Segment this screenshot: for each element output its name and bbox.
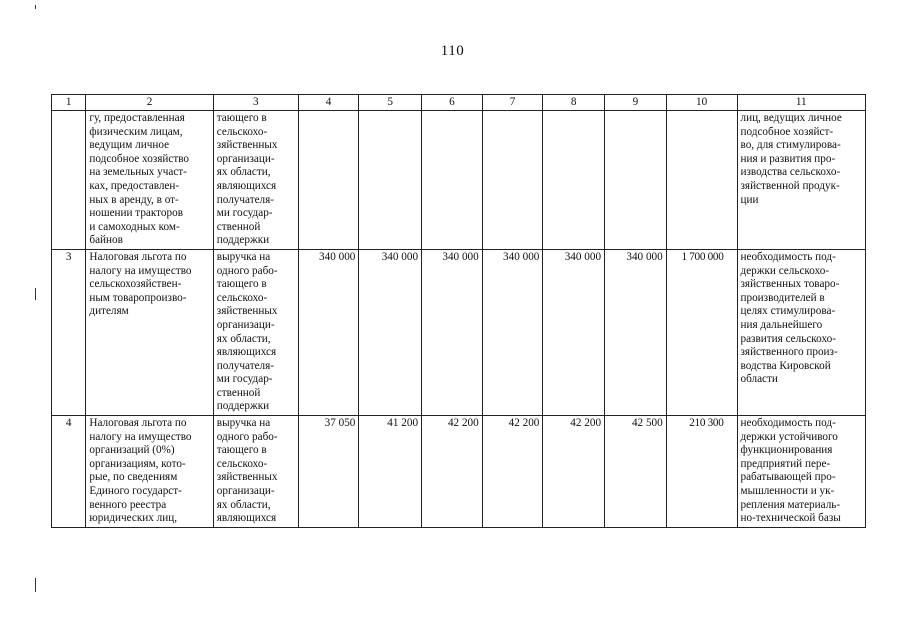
table-row bbox=[52, 111, 866, 250]
goal-text: необходимость под- держки сельскохо- зяйственных товаро- производителей в целях стимулирова- ния дальнейшего развития сельскохо- зяйственного произ- водства Кировской области bbox=[740, 250, 840, 386]
row-number: 3 bbox=[52, 249, 86, 415]
value-cell-col-10: 210 300 bbox=[666, 416, 737, 528]
row-number: 4 bbox=[52, 416, 86, 528]
value-cell-col-6: 42 200 bbox=[422, 416, 483, 528]
indicator-cell bbox=[213, 249, 298, 415]
goal-cell bbox=[737, 111, 866, 250]
value-cell-col-8: 42 200 bbox=[543, 416, 605, 528]
header-col-4: 4 bbox=[298, 95, 359, 111]
header-row bbox=[52, 95, 866, 111]
indicator-text: выручка на одного рабо- тающего в сельскохо- зяйственных организаци- ях области, являющихся bbox=[216, 417, 278, 525]
value-cell-col-10 bbox=[666, 111, 737, 250]
header-col-7: 7 bbox=[482, 95, 543, 111]
indicator-text: тающего в сельскохо- зяйственных организаци- ях области, являющихся получателя- ми государ- ственной поддержки bbox=[216, 112, 278, 247]
benefit-name-cell bbox=[86, 249, 213, 415]
value-cell-col-9: 42 500 bbox=[605, 416, 667, 528]
value-cell-col-7 bbox=[482, 111, 543, 250]
value-cell-col-10: 1 700 000 bbox=[666, 249, 737, 415]
value-cell-col-5 bbox=[359, 111, 422, 250]
header-col-1: 1 bbox=[52, 95, 86, 111]
header-col-11: 11 bbox=[737, 95, 866, 111]
value-cell-col-9 bbox=[605, 111, 667, 250]
value-cell-col-6 bbox=[422, 111, 483, 250]
header-col-9: 9 bbox=[605, 95, 667, 111]
table-row bbox=[52, 416, 866, 528]
value-cell-col-8: 340 000 bbox=[543, 249, 605, 415]
benefit-name-cell bbox=[86, 111, 213, 250]
value-cell-col-7: 340 000 bbox=[482, 249, 543, 415]
goal-text: необходимость под- держки устойчивого функционирования предприятий пере- рабатывающей про- мышленности и ук- репления материаль- но-технической базы bbox=[740, 417, 841, 525]
value-cell-col-8 bbox=[543, 111, 605, 250]
value-cell-col-9: 340 000 bbox=[605, 249, 667, 415]
header-col-6: 6 bbox=[422, 95, 483, 111]
value-cell-col-4: 340 000 bbox=[298, 249, 359, 415]
indicator-text: выручка на одного рабо- тающего в сельскохо- зяйственных организаци- ях области, являющихся получателя- ми государ- ственной поддержки bbox=[216, 250, 278, 413]
value-cell-col-4: 37 050 bbox=[298, 416, 359, 528]
margin-mark-bottom bbox=[35, 578, 36, 592]
header-col-3: 3 bbox=[213, 95, 298, 111]
value-cell-col-4 bbox=[298, 111, 359, 250]
header-col-10: 10 bbox=[666, 95, 737, 111]
benefit-name-text: гу, предоставленная физическим лицам, ведущим личное подсобное хозяйство на земельных участ- ках, предоставлен- ных в аренду, в от- ношении тракторов и самоходных ком- байнов bbox=[89, 112, 190, 247]
indicator-cell bbox=[213, 111, 298, 250]
row-number bbox=[52, 111, 86, 250]
page-number: 110 bbox=[440, 43, 465, 59]
tax-benefits-table bbox=[51, 94, 866, 528]
goal-cell bbox=[737, 416, 866, 528]
benefit-name-text: Налоговая льгота по налогу на имущество сельскохозяйствен- ным товаропроизво- дителям bbox=[89, 250, 192, 318]
benefit-name-text: Налоговая льгота по налогу на имущество организаций (0%) организациям, кото- рые, по сведениям Единого государст- венного реестра юридических лиц, bbox=[89, 417, 192, 525]
value-cell-col-6: 340 000 bbox=[422, 249, 483, 415]
value-cell-col-5: 340 000 bbox=[359, 249, 422, 415]
table-row bbox=[52, 249, 866, 415]
header-col-5: 5 bbox=[359, 95, 422, 111]
value-cell-col-5: 41 200 bbox=[359, 416, 422, 528]
margin-mark-top bbox=[35, 5, 36, 9]
value-cell-col-7: 42 200 bbox=[482, 416, 543, 528]
margin-mark-middle bbox=[35, 288, 36, 300]
header-col-8: 8 bbox=[543, 95, 605, 111]
indicator-cell bbox=[213, 416, 298, 528]
goal-text: лиц, ведущих личное подсобное хозяйст- во, для стимулирова- ния и развития про- изводства сельскохо- зяйственной продук- ции bbox=[740, 112, 842, 206]
header-col-2: 2 bbox=[86, 95, 213, 111]
goal-cell bbox=[737, 249, 866, 415]
benefit-name-cell bbox=[86, 416, 213, 528]
